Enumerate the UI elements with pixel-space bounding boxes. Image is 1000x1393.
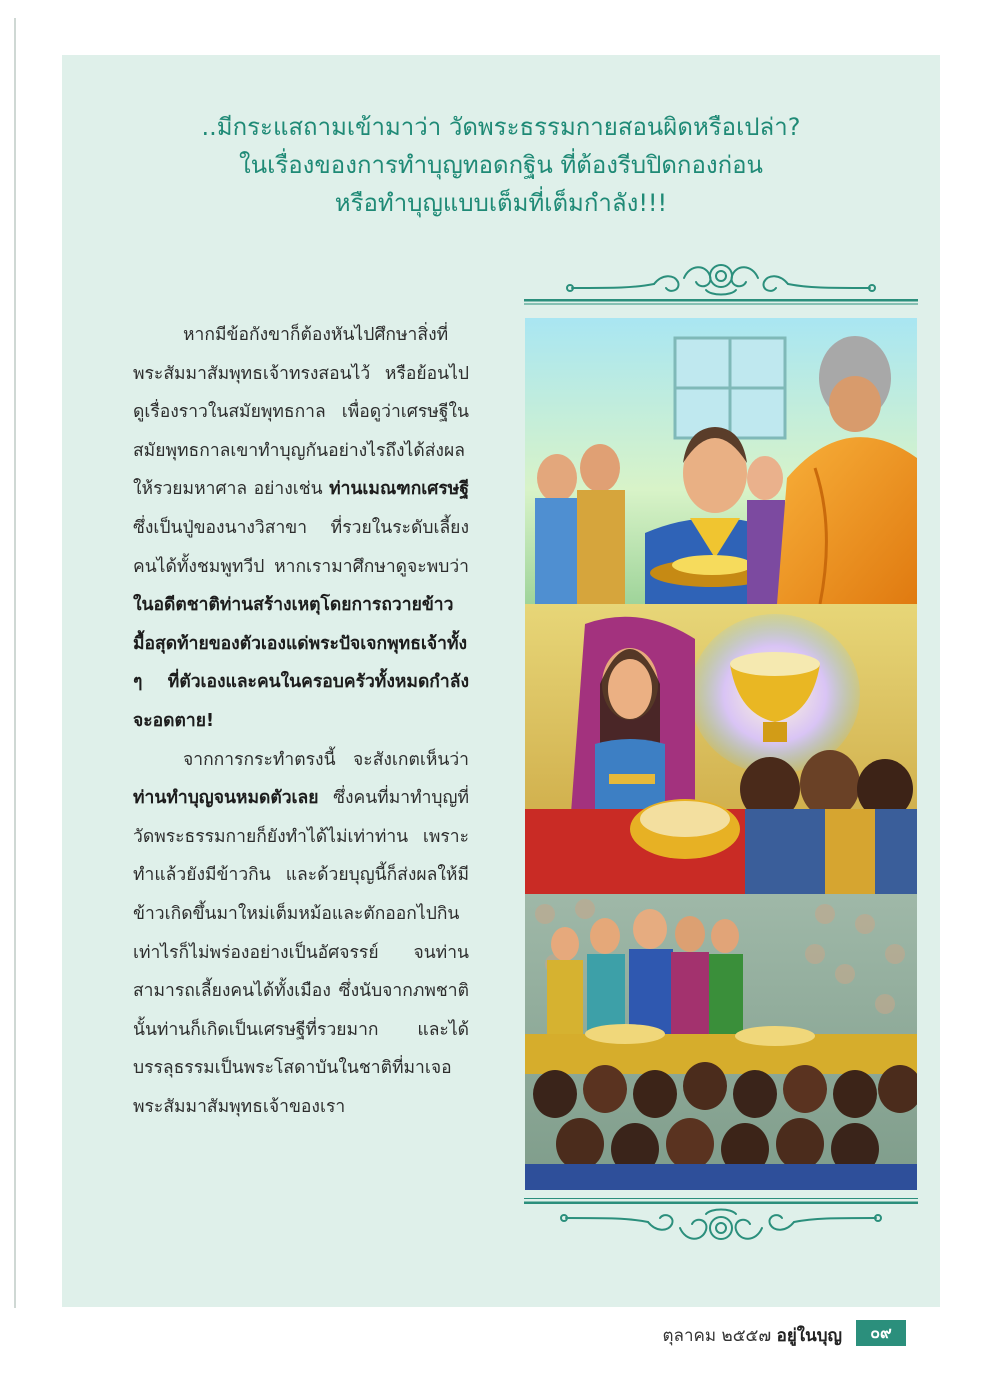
bottom-ornament [524,1196,918,1252]
footer-date: ตุลาคม ๒๕๕๗ [662,1326,772,1346]
headline-line-3: หรือทำบุญแบบเต็มที่เต็มกำลัง!!! [334,189,668,217]
article-body [133,316,469,1126]
p2-text-c: ซึ่งคนที่มาทำบุญที่วัดพระธรรมกายก็ยังทำได้ไม่เท่าท่าน เพราะทำแล้วยังมีข้าวกิน และด้วยบุญนี้ก็ส่งผลให้มีข้าวเกิดขึ้นมาใหม่เต็มหม้อและตักออกไปกินเท่าไรก็ไม่พร่องอย่างเป็นอัศจรรย์ จนท่านสามารถเลี้ยงคนได้ทั้งเมือง ซึ่งนับจากภพชาตินั้นท่านก็เกิดเป็นเศรษฐีที่รวยมาก และได้บรรลุธรรมเป็นพระโสดาบันในชาติที่มาเจอพระสัมมาสัมพุทธเจ้าของเรา [133,788,469,1117]
p1-bold-statement: ในอดีตชาติท่านสร้างเหตุโดยการถวายข้าวมื้อสุดท้ายของตัวเองแด่พระปัจเจกพุทธเจ้าทั้ง ๆ ที่ตัวเองและคนในครอบครัวทั้งหมดกำลังจะอดตาย! [133,595,469,731]
footer-issue [663,1322,843,1349]
page-number: ๐๙ [856,1320,906,1346]
headline [62,108,940,222]
p1-bold-name: ท่านเมณฑกเศรษฐี [329,479,469,500]
p2-text-a: จากการกระทำตรงนี้ จะสังเกตเห็นว่า [183,749,469,770]
footer-magazine-title: อยู่ในบุญ [776,1326,842,1346]
p1-text-a: หากมีข้อกังขาก็ต้องหันไปศึกษาสิ่งที่พระสัมมาสัมพุทธเจ้าทรงสอนไว้ หรือย้อนไปดูเรื่องราวในสมัยพุทธกาล เพื่อดูว่าเศรษฐีในสมัยพุทธกาลเขาทำบุญกันอย่างไรถึงได้ส่งผลให้รวยมหาศาล อย่างเช่น [133,325,469,500]
illustration-crowd [525,894,917,1190]
p2-bold-phrase: ท่านทำบุญจนหมดตัวเลย [133,788,319,809]
headline-line-1: ..มีกระแสถามเข้ามาว่า วัดพระธรรมกายสอนผิดหรือเปล่า? [201,113,801,141]
illustration-offering [525,318,917,604]
p1-text-c: ซึ่งเป็นปู่ของนางวิสาขา ที่รวยในระดับเลี้ยงคนได้ทั้งชมพูทวีป หากเรามาศึกษาดูจะพบว่า [133,517,469,577]
binding-line [14,18,16,1308]
paragraph-1 [133,316,469,741]
paragraph-2 [133,741,469,1127]
illustration-bowl [525,604,917,894]
page-footer [0,1318,1000,1350]
headline-line-2: ในเรื่องของการทำบุญทอดกฐิน ที่ต้องรีบปิดกองก่อน [239,151,763,179]
top-ornament [524,254,918,306]
